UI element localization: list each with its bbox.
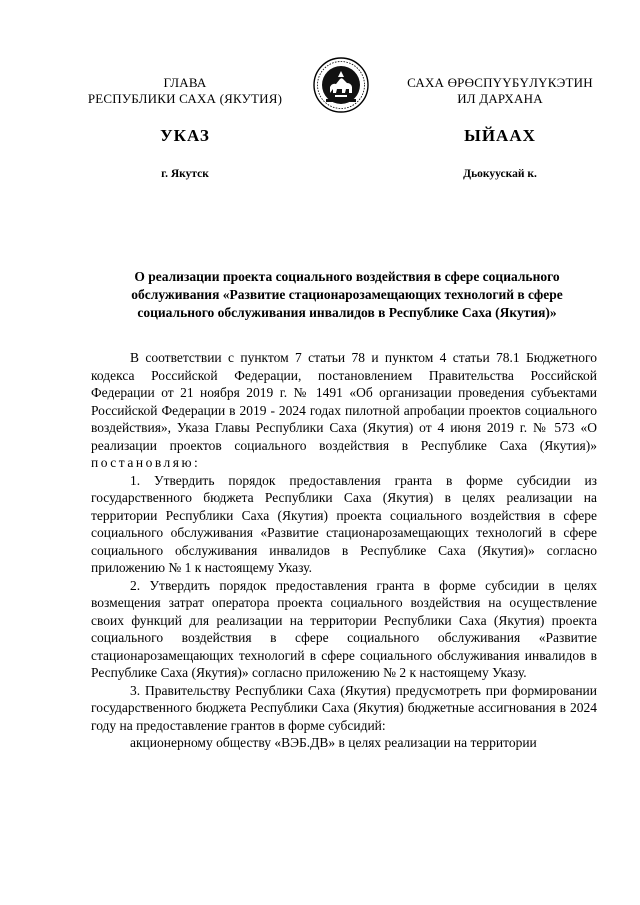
- paragraph-item-3-recipient: акционерному обществу «ВЭБ.ДВ» в целях реализации на территории: [130, 735, 537, 750]
- document-body: [91, 349, 597, 752]
- document-title: О реализации проекта социального воздействия в сфере социального обслуживания «Развитие стационарозамещающих технологий в сфере социального обслуживания инвалидов в Республике Саха (Якутия)»: [131, 269, 563, 320]
- paragraph-item-1: 1. Утвердить порядок предоставления гранта в форме субсидии из государственного бюджета Республики Саха (Якутия) в целях реализации на территории Республики Саха (Якутия) проекта социального воздействия в сфере социального обслуживания «Развитие стационарозамещающих технологий в сфере социального обслуживания инвалидов в Республике Саха (Якутия)» согласно приложению № 1 к настоящему Указу.: [91, 472, 597, 575]
- coat-of-arms-icon: [313, 57, 369, 113]
- city-left: г. Якутск: [161, 168, 209, 180]
- paragraph-preamble: [91, 349, 597, 472]
- decree-word: постановляю:: [91, 455, 201, 470]
- doc-kind-left: УКАЗ: [160, 126, 210, 145]
- preamble-text: В соответствии с пунктом 7 статьи 78 и пунктом 4 статьи 78.1 Бюджетного кодекса Российской Федерации, постановлением Правительства Российской Федерации от 21 ноября 2019 г. № 1491 «Об организации проведения субъектами Российской Федерации в 2019 - 2024 годах пилотной апробации проектов социального воздействия», Указа Главы Республики Саха (Якутия) от 4 июня 2019 г. № 573 «О реализации проектов социального воздействия в Республике Саха (Якутия)»: [91, 350, 597, 453]
- header-left-line1: ГЛАВА: [163, 75, 207, 90]
- header-left: [60, 75, 310, 107]
- doc-kind-right: ЫЙААХ: [464, 126, 536, 145]
- header-right: [380, 75, 620, 107]
- city-right: Дьокуускай к.: [463, 168, 537, 180]
- header-right-line1: САХА ӨРӨСПҮҮБҮЛҮКЭТИН: [407, 75, 593, 90]
- header-right-line2: ИЛ ДАРХАНА: [457, 91, 543, 106]
- paragraph-item-2: 2. Утвердить порядок предоставления гранта в форме субсидии в целях возмещения затрат оператора проекта социального воздействия на осуществление своих функций для реализации на территории Республики Саха (Якутия) проекта социального воздействия в сфере социального обслуживания «Развитие стационарозамещающих технологий в сфере социального обслуживания инвалидов в Республике Саха (Якутия)» согласно приложению № 2 к настоящему Указу.: [91, 577, 597, 680]
- header-left-line2: РЕСПУБЛИКИ САХА (ЯКУТИЯ): [87, 91, 283, 106]
- paragraph-item-3: 3. Правительству Республики Саха (Якутия) предусмотреть при формировании государственного бюджета Республики Саха (Якутия) бюджетные ассигнования в 2024 году на предоставление грантов в форме субсидий:: [91, 682, 597, 733]
